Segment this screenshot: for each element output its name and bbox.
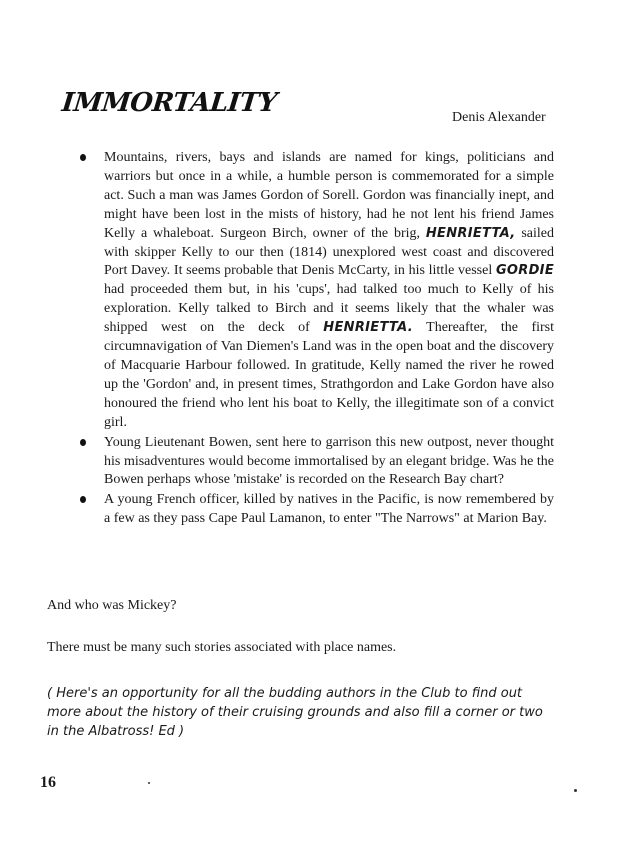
editor-note: ( Here's an opportunity for all the budding authors in the Club to find out more about the history of their cruising grounds and also fill a corner or two in the Albatross! Ed ) [47,686,543,739]
bullet-text: Mountains, rivers, bays and islands are named for kings, politicians and warriors but once in a while, a humble person is commemorated for a simple act. Such a man was James Gordon of Sorell. Gordon was financially inept, and might have been lost in the mists of history, had he not lent his friend James Kelly a whaleboat. Surgeon Birch, owner of the brig, [104,150,554,241]
bullet-item-bowen [80,434,554,491]
bullet-dot-icon [80,439,86,446]
author-name: Denis Alexander [452,110,546,125]
scan-speck [574,789,577,792]
question-mickey: And who was Mickey? [47,598,177,613]
article-title: IMMORTALITY [60,88,279,118]
ship-name: HENRIETTA, [425,225,516,241]
bullet-item-gordon [80,149,554,433]
ship-name: GORDIE [495,263,554,279]
bullet-list [80,149,554,529]
bullet-text: had proceeded them but, in his 'cups', had talked too much to Kelly of his exploration. Kelly talked to Birch and it seems likely that the whaler was shipped west on the deck of [104,282,554,336]
ship-name: HENRIETTA. [323,320,413,336]
bullet-text: Thereafter, the first circumnavigation of Van Diemen's Land was in the open boat and the discovery of Macquarie Harbour followed. In gratitude, Kelly named the river he rowed up the 'Gordon' and, in present times, Strathgordon and Lake Gordon have also honoured the friend who lent his boat to Kelly, the illegitimate son of a convict girl. [104,320,555,430]
stories-line: There must be many such stories associated with place names. [47,640,397,655]
bullet-text: sailed with skipper Kelly to our then (1814) unexplored west coast and discovered Port Davey. It seems probable that Denis McCarty, in his little vessel [104,225,554,279]
page-number: 16 [40,774,56,791]
scan-speck [148,782,150,784]
bullet-text: Young Lieutenant Bowen, sent here to garrison this new outpost, never thought his misadventures would become immortalised by an elegant bridge. Was he the Bowen perhaps whose 'mistake' is recorded on the Research Bay chart? [104,434,554,488]
bullet-text: A young French officer, killed by natives in the Pacific, is now remembered by a few as they pass Cape Paul Lamanon, to enter "The Narrows" at Marion Bay. [104,492,554,527]
bullet-dot-icon [80,154,86,161]
bullet-dot-icon [80,496,86,503]
bullet-item-lamanon [80,491,554,529]
